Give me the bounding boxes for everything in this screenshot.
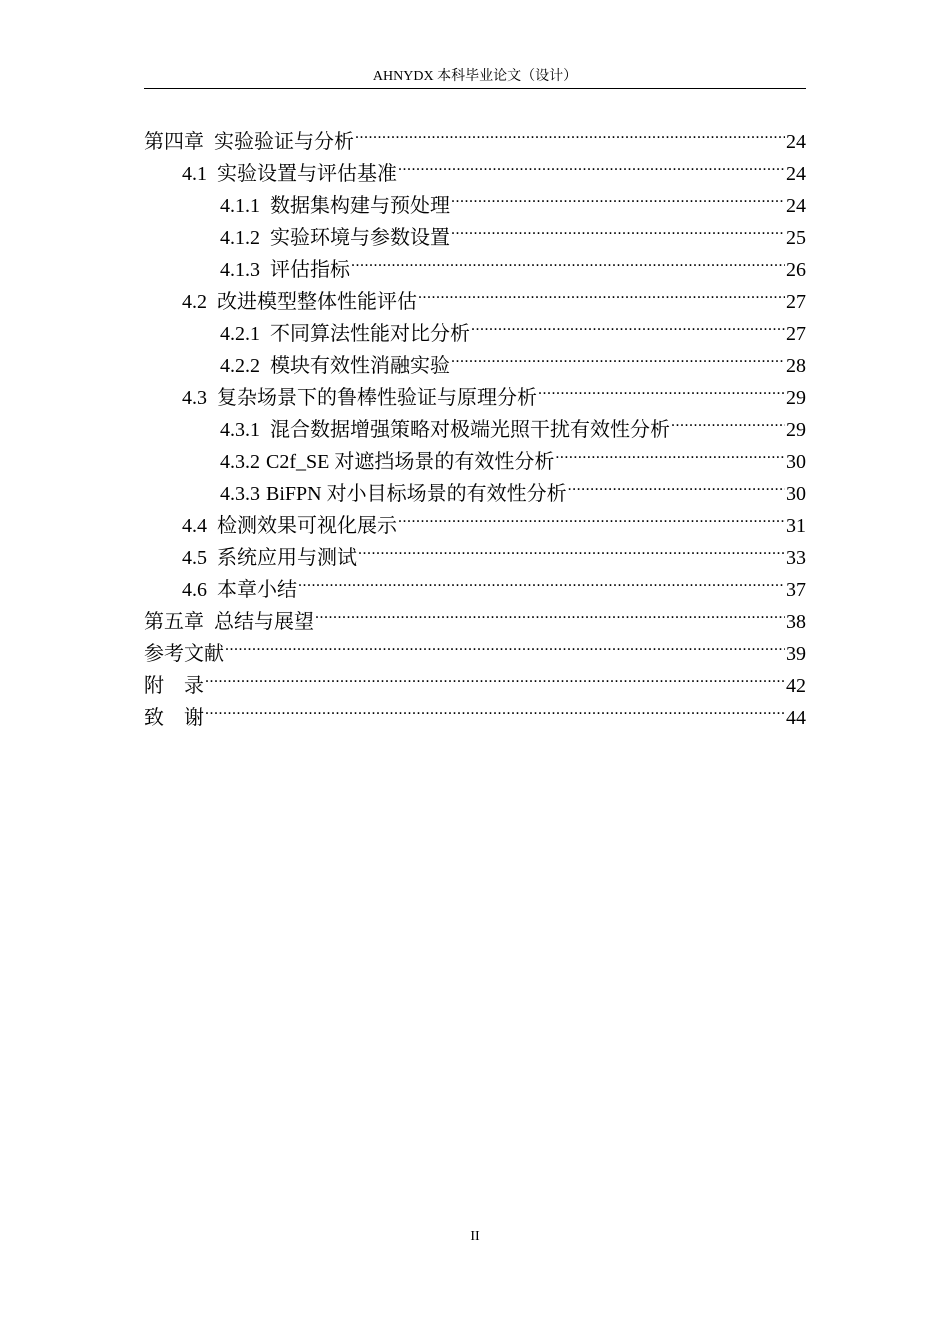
toc-entry-title: 评估指标 [270,259,350,281]
toc-entry-page: 26 [786,259,806,281]
toc-entry-chapter-4[interactable] [144,116,806,153]
toc-leader-dots [355,116,785,148]
toc-entry-title: BiFPN 对小目标场景的有效性分析 [266,483,567,505]
toc-entry-page: 29 [786,387,806,409]
toc-entry-number: 4.5 [182,547,207,569]
toc-entry-number: 4.3.2 [220,451,260,473]
toc-entry-number: 4.1.1 [220,195,260,217]
toc-leader-dots [471,308,785,340]
toc-entry-page: 31 [786,515,806,537]
toc-leader-dots [205,692,785,724]
toc-entry-page: 24 [786,163,806,185]
toc-entry-page: 28 [786,355,806,377]
toc-entry-page: 25 [786,227,806,249]
toc-entry-title: 实验设置与评估基准 [217,163,397,185]
toc-entry-number: 4.3.3 [220,483,260,505]
toc-entry-number: 4.6 [182,579,207,601]
toc-entry-title: 改进模型整体性能评估 [217,291,417,313]
toc-entry-title: 检测效果可视化展示 [217,515,397,537]
toc-entry-number: 4.4 [182,515,207,537]
toc-entry-number: 4.1.2 [220,227,260,249]
toc-entry-number: 4.2.2 [220,355,260,377]
toc-entry-page: 37 [786,579,806,601]
running-header: AHNYDX 本科毕业论文（设计） [144,66,806,89]
toc-leader-dots [555,436,785,468]
toc-entry-title: 附 录 [144,675,204,697]
toc-entry-title: 模块有效性消融实验 [270,355,450,377]
toc-leader-dots [398,500,785,532]
toc-leader-dots [451,212,785,244]
toc-leader-dots [358,532,785,564]
toc-leader-dots [451,340,785,372]
toc-entry-number: 4.1.3 [220,259,260,281]
toc-entry-title: 致 谢 [144,707,204,729]
toc-entry-number: 4.3.1 [220,419,260,441]
toc-entry-page: 33 [786,547,806,569]
toc-entry-references[interactable] [144,628,806,665]
toc-entry-title: 复杂场景下的鲁棒性验证与原理分析 [217,387,537,409]
toc-entry-page: 29 [786,419,806,441]
toc-entry-number: 4.3 [182,387,207,409]
toc-entry-title: 系统应用与测试 [217,547,357,569]
toc-entry-title: 参考文献 [144,643,224,665]
toc-leader-dots [398,148,785,180]
toc-entry-number: 4.1 [182,163,207,185]
toc-entry-title: 不同算法性能对比分析 [270,323,470,345]
toc-entry-title: C2f_SE 对遮挡场景的有效性分析 [266,451,555,473]
toc-entry-page: 44 [786,707,806,729]
toc-entry-title: 第四章 实验验证与分析 [144,131,354,153]
toc-leader-dots [315,596,785,628]
toc-leader-dots [225,628,785,660]
toc-leader-dots [538,372,785,404]
toc-entry-page: 27 [786,323,806,345]
toc-leader-dots [568,468,785,500]
toc-entry-page: 42 [786,675,806,697]
toc-leader-dots [418,276,785,308]
toc-leader-dots [205,660,785,692]
toc-entry-page: 39 [786,643,806,665]
toc-leader-dots [451,180,785,212]
toc-entry-appendix[interactable] [144,660,806,697]
toc-leader-dots [671,404,785,436]
toc-entry-page: 38 [786,611,806,633]
page-number: II [470,1229,480,1244]
toc-entry-acknowledgements[interactable] [144,692,806,729]
toc-entry-page: 24 [786,195,806,217]
toc-entry-page: 30 [786,483,806,505]
toc-entry-title: 本章小结 [217,579,297,601]
toc-entry-page: 27 [786,291,806,313]
toc-entry-title: 混合数据增强策略对极端光照干扰有效性分析 [270,419,670,441]
toc-entry-title: 实验环境与参数设置 [270,227,450,249]
toc-entry-title: 第五章 总结与展望 [144,611,314,633]
toc-entry-title: 数据集构建与预处理 [270,195,450,217]
toc-entry-page: 24 [786,131,806,153]
table-of-contents [144,116,806,729]
toc-leader-dots [351,244,785,276]
toc-entry-number: 4.2.1 [220,323,260,345]
toc-leader-dots [298,564,785,596]
toc-entry-number: 4.2 [182,291,207,313]
toc-entry-page: 30 [786,451,806,473]
